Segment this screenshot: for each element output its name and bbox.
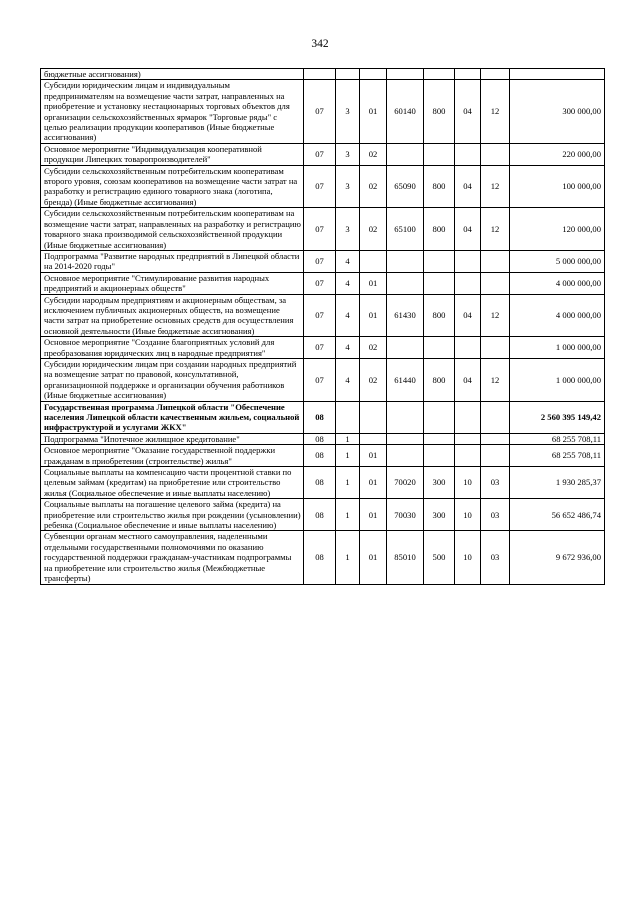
program-code-cell: 07 bbox=[304, 143, 336, 165]
table-row bbox=[41, 467, 605, 499]
subprogram-code-cell bbox=[336, 69, 360, 80]
subprogram-code-cell: 1 bbox=[336, 433, 360, 444]
amount-cell: 1 930 285,37 bbox=[510, 467, 605, 499]
subsection-code-cell: 03 bbox=[481, 499, 510, 531]
section-code-cell: 04 bbox=[455, 80, 481, 143]
amount-cell: 1 000 000,00 bbox=[510, 337, 605, 359]
table-row bbox=[41, 531, 605, 584]
amount-cell: 68 255 708,11 bbox=[510, 445, 605, 467]
expense-type-cell: 300 bbox=[424, 499, 455, 531]
program-code-cell: 08 bbox=[304, 531, 336, 584]
row-name-cell: Основное мероприятие "Создание благоприятных условий для преобразования юридических лиц в народные предприятия" bbox=[41, 337, 304, 359]
row-name-cell: Подпрограмма "Развитие народных предприятий в Липецкой области на 2014-2020 годы" bbox=[41, 250, 304, 272]
budget-table bbox=[40, 68, 605, 585]
amount-cell: 300 000,00 bbox=[510, 80, 605, 143]
subprogram-code-cell bbox=[336, 401, 360, 433]
expense-type-cell: 800 bbox=[424, 165, 455, 208]
main-measure-code-cell bbox=[360, 250, 387, 272]
section-code-cell bbox=[455, 143, 481, 165]
table-row bbox=[41, 165, 605, 208]
section-code-cell: 04 bbox=[455, 208, 481, 251]
direction-code-cell bbox=[387, 143, 424, 165]
section-code-cell: 04 bbox=[455, 165, 481, 208]
amount-cell: 2 560 395 149,42 bbox=[510, 401, 605, 433]
section-code-cell: 04 bbox=[455, 358, 481, 401]
subprogram-code-cell: 4 bbox=[336, 272, 360, 294]
section-code-cell: 10 bbox=[455, 499, 481, 531]
row-name-cell: Субсидии юридическим лицам при создании народных предприятий на возмещение затрат по правовой, консультативной, организационной поддержке и организации обучения работников (Иные бюджетные ассигнования) bbox=[41, 358, 304, 401]
expense-type-cell: 300 bbox=[424, 467, 455, 499]
direction-code-cell: 60140 bbox=[387, 80, 424, 143]
row-name-cell: бюджетные ассигнования) bbox=[41, 69, 304, 80]
section-code-cell bbox=[455, 337, 481, 359]
main-measure-code-cell: 02 bbox=[360, 337, 387, 359]
row-name-cell: Субсидии сельскохозяйственным потребительским кооперативам на возмещение части затрат, направленных на разработку и регистрацию товарного знака производимой сельскохозяйственной продукции (Иные бюджетные ассигнования) bbox=[41, 208, 304, 251]
expense-type-cell bbox=[424, 337, 455, 359]
amount-cell: 56 652 486,74 bbox=[510, 499, 605, 531]
subsection-code-cell bbox=[481, 69, 510, 80]
main-measure-code-cell bbox=[360, 401, 387, 433]
expense-type-cell: 800 bbox=[424, 358, 455, 401]
program-code-cell: 07 bbox=[304, 272, 336, 294]
subprogram-code-cell: 1 bbox=[336, 499, 360, 531]
table-row bbox=[41, 401, 605, 433]
subsection-code-cell bbox=[481, 445, 510, 467]
expense-type-cell bbox=[424, 143, 455, 165]
main-measure-code-cell: 02 bbox=[360, 358, 387, 401]
subprogram-code-cell: 4 bbox=[336, 250, 360, 272]
row-name-cell: Субсидии юридическим лицам и индивидуальным предпринимателям на возмещение части затрат, направленных на приобретение и установку нестационарных торговых объектов для организации сельскохозяйственных ярмарок "Торговые ряды" с целью реализации продукции кооперативов (Иные бюджетные ассигнования) bbox=[41, 80, 304, 143]
row-name-cell: Государственная программа Липецкой области "Обеспечение населения Липецкой области качественным жильем, социальной инфраструктурой и услугами ЖКХ" bbox=[41, 401, 304, 433]
expense-type-cell bbox=[424, 433, 455, 444]
table-body bbox=[41, 69, 605, 585]
section-code-cell bbox=[455, 250, 481, 272]
subprogram-code-cell: 3 bbox=[336, 208, 360, 251]
subsection-code-cell bbox=[481, 401, 510, 433]
subprogram-code-cell: 1 bbox=[336, 467, 360, 499]
subprogram-code-cell: 4 bbox=[336, 337, 360, 359]
table-row bbox=[41, 358, 605, 401]
subsection-code-cell bbox=[481, 433, 510, 444]
direction-code-cell: 61440 bbox=[387, 358, 424, 401]
direction-code-cell: 61430 bbox=[387, 294, 424, 337]
table-row bbox=[41, 80, 605, 143]
amount-cell: 4 000 000,00 bbox=[510, 272, 605, 294]
table-row bbox=[41, 69, 605, 80]
program-code-cell bbox=[304, 69, 336, 80]
row-name-cell: Субвенции органам местного самоуправления, наделенными отдельными государственными полномочиями по оказанию государственной поддержки гражданам-участникам подпрограммы на приобретение или строительство жилья (Межбюджетные трансферты) bbox=[41, 531, 304, 584]
main-measure-code-cell bbox=[360, 433, 387, 444]
section-code-cell bbox=[455, 401, 481, 433]
table-row bbox=[41, 143, 605, 165]
direction-code-cell bbox=[387, 433, 424, 444]
row-name-cell: Подпрограмма "Ипотечное жилищное кредитование" bbox=[41, 433, 304, 444]
expense-type-cell: 800 bbox=[424, 294, 455, 337]
subsection-code-cell bbox=[481, 143, 510, 165]
expense-type-cell: 800 bbox=[424, 208, 455, 251]
subprogram-code-cell: 3 bbox=[336, 143, 360, 165]
table-row bbox=[41, 445, 605, 467]
subprogram-code-cell: 1 bbox=[336, 531, 360, 584]
subsection-code-cell: 12 bbox=[481, 358, 510, 401]
subsection-code-cell bbox=[481, 272, 510, 294]
table-row bbox=[41, 250, 605, 272]
table-row bbox=[41, 433, 605, 444]
table-row bbox=[41, 337, 605, 359]
subprogram-code-cell: 1 bbox=[336, 445, 360, 467]
direction-code-cell bbox=[387, 401, 424, 433]
table-row bbox=[41, 294, 605, 337]
table-row bbox=[41, 208, 605, 251]
direction-code-cell: 65100 bbox=[387, 208, 424, 251]
subsection-code-cell bbox=[481, 337, 510, 359]
expense-type-cell bbox=[424, 401, 455, 433]
program-code-cell: 08 bbox=[304, 467, 336, 499]
main-measure-code-cell: 01 bbox=[360, 467, 387, 499]
section-code-cell bbox=[455, 272, 481, 294]
subsection-code-cell: 03 bbox=[481, 467, 510, 499]
main-measure-code-cell: 02 bbox=[360, 165, 387, 208]
main-measure-code-cell: 01 bbox=[360, 445, 387, 467]
amount-cell: 68 255 708,11 bbox=[510, 433, 605, 444]
section-code-cell: 10 bbox=[455, 467, 481, 499]
section-code-cell bbox=[455, 433, 481, 444]
direction-code-cell: 70030 bbox=[387, 499, 424, 531]
amount-cell: 220 000,00 bbox=[510, 143, 605, 165]
program-code-cell: 08 bbox=[304, 445, 336, 467]
program-code-cell: 07 bbox=[304, 337, 336, 359]
expense-type-cell bbox=[424, 250, 455, 272]
main-measure-code-cell: 02 bbox=[360, 208, 387, 251]
program-code-cell: 07 bbox=[304, 294, 336, 337]
program-code-cell: 07 bbox=[304, 165, 336, 208]
expense-type-cell bbox=[424, 69, 455, 80]
row-name-cell: Основное мероприятие "Индивидуализация кооперативной продукции Липецких товаропроизводителей" bbox=[41, 143, 304, 165]
program-code-cell: 08 bbox=[304, 401, 336, 433]
amount-cell: 9 672 936,00 bbox=[510, 531, 605, 584]
subprogram-code-cell: 4 bbox=[336, 294, 360, 337]
program-code-cell: 07 bbox=[304, 358, 336, 401]
amount-cell: 5 000 000,00 bbox=[510, 250, 605, 272]
amount-cell: 1 000 000,00 bbox=[510, 358, 605, 401]
row-name-cell: Субсидии народным предприятиям и акционерным обществам, за исключением публичных акционерных обществ, на возмещение части затрат на приобретение основных средств для осуществления основной деятельности (Иные бюджетные ассигнования) bbox=[41, 294, 304, 337]
program-code-cell: 08 bbox=[304, 433, 336, 444]
program-code-cell: 08 bbox=[304, 499, 336, 531]
main-measure-code-cell: 01 bbox=[360, 531, 387, 584]
section-code-cell bbox=[455, 69, 481, 80]
subprogram-code-cell: 3 bbox=[336, 80, 360, 143]
expense-type-cell bbox=[424, 272, 455, 294]
page-number: 342 bbox=[311, 38, 329, 50]
section-code-cell bbox=[455, 445, 481, 467]
main-measure-code-cell: 02 bbox=[360, 143, 387, 165]
table-row bbox=[41, 499, 605, 531]
direction-code-cell: 70020 bbox=[387, 467, 424, 499]
subsection-code-cell: 12 bbox=[481, 165, 510, 208]
main-measure-code-cell: 01 bbox=[360, 80, 387, 143]
program-code-cell: 07 bbox=[304, 250, 336, 272]
subsection-code-cell: 12 bbox=[481, 80, 510, 143]
subsection-code-cell: 03 bbox=[481, 531, 510, 584]
direction-code-cell bbox=[387, 250, 424, 272]
amount-cell: 4 000 000,00 bbox=[510, 294, 605, 337]
amount-cell: 120 000,00 bbox=[510, 208, 605, 251]
subsection-code-cell: 12 bbox=[481, 294, 510, 337]
main-measure-code-cell: 01 bbox=[360, 294, 387, 337]
direction-code-cell bbox=[387, 69, 424, 80]
subprogram-code-cell: 3 bbox=[336, 165, 360, 208]
direction-code-cell: 85010 bbox=[387, 531, 424, 584]
direction-code-cell bbox=[387, 445, 424, 467]
table-row bbox=[41, 272, 605, 294]
row-name-cell: Основное мероприятие "Стимулирование развития народных предприятий и акционерных обществ" bbox=[41, 272, 304, 294]
main-measure-code-cell: 01 bbox=[360, 272, 387, 294]
section-code-cell: 10 bbox=[455, 531, 481, 584]
expense-type-cell: 800 bbox=[424, 80, 455, 143]
program-code-cell: 07 bbox=[304, 80, 336, 143]
direction-code-cell bbox=[387, 337, 424, 359]
direction-code-cell bbox=[387, 272, 424, 294]
row-name-cell: Основное мероприятие "Оказание государственной поддержки гражданам в приобретении (строительстве) жилья" bbox=[41, 445, 304, 467]
main-measure-code-cell bbox=[360, 69, 387, 80]
direction-code-cell: 65090 bbox=[387, 165, 424, 208]
subprogram-code-cell: 4 bbox=[336, 358, 360, 401]
row-name-cell: Социальные выплаты на погашение целевого займа (кредита) на приобретение или строительство жилья при рождении (усыновлении) ребенка (Социальное обеспечение и иные выплаты населению) bbox=[41, 499, 304, 531]
section-code-cell: 04 bbox=[455, 294, 481, 337]
amount-cell: 100 000,00 bbox=[510, 165, 605, 208]
amount-cell bbox=[510, 69, 605, 80]
program-code-cell: 07 bbox=[304, 208, 336, 251]
subsection-code-cell bbox=[481, 250, 510, 272]
row-name-cell: Субсидии сельскохозяйственным потребительским кооперативам второго уровня, союзам кооперативов на возмещение части затрат на разработку и регистрацию единого товарного знака (логотипа, бренда) (Иные бюджетные ассигнования) bbox=[41, 165, 304, 208]
expense-type-cell bbox=[424, 445, 455, 467]
subsection-code-cell: 12 bbox=[481, 208, 510, 251]
row-name-cell: Социальные выплаты на компенсацию части процентной ставки по целевым займам (кредитам) на приобретение или строительство жилья (Социальное обеспечение и иные выплаты населению) bbox=[41, 467, 304, 499]
main-measure-code-cell: 01 bbox=[360, 499, 387, 531]
expense-type-cell: 500 bbox=[424, 531, 455, 584]
